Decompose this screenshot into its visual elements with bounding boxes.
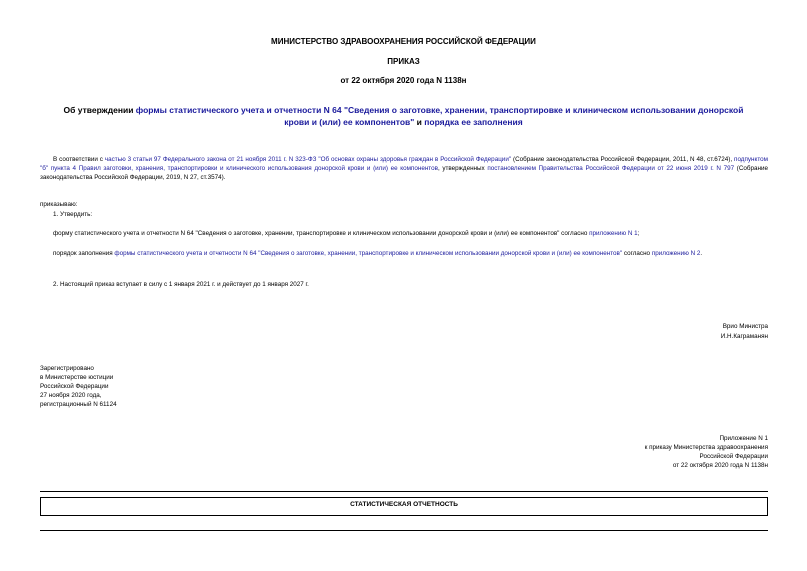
appendix-line: от 22 октября 2020 года N 1138н bbox=[672, 462, 768, 469]
rules-subparagraph-link[interactable]: подпунктом "б" пункта 4 Правил заготовки, хранения, транспортировки и клинического использования донорской крови и (или) ее компонентов bbox=[40, 156, 768, 172]
statistical-report-box bbox=[40, 497, 768, 516]
preamble-text-4: (Собрание законодательства Российской Федерации, 2019, N 27, ст.3574). bbox=[40, 165, 768, 181]
order-title bbox=[55, 104, 752, 128]
separator-line-bottom bbox=[40, 530, 768, 531]
registration-line: Российской Федерации bbox=[40, 383, 109, 390]
registration-line: 27 ноября 2020 года, bbox=[40, 392, 102, 399]
signatory-position: Врио Министра bbox=[722, 323, 768, 330]
preamble-text-1: В соответствии с bbox=[53, 156, 105, 163]
procedure-line-text-3: . bbox=[700, 250, 703, 257]
preamble-paragraph bbox=[40, 155, 768, 182]
item-1-approve: 1. Утвердить: bbox=[53, 211, 93, 218]
title-form-link[interactable]: формы статистического учета и отчетности N 64 "Сведения о заготовке, хранении, транспортировке и клиническом использовании донорской крови и (или) ее компонентов" bbox=[135, 105, 744, 127]
registration-block bbox=[40, 364, 117, 409]
registration-line: в Министерстве юстиции bbox=[40, 374, 114, 381]
preamble-text-3: , утвержденных bbox=[437, 165, 488, 172]
government-decree-link[interactable]: постановлением Правительства Российской Федерации от 22 июня 2019 г. N 797 bbox=[487, 165, 735, 172]
title-prefix: Об утверждении bbox=[63, 105, 136, 115]
signatory-name: И.Н.Каграманян bbox=[720, 333, 768, 340]
title-middle: и bbox=[414, 117, 425, 127]
preamble-text-2: (Собрание законодательства Российской Федерации, 2011, N 48, ст.6724), bbox=[511, 156, 735, 163]
form-line-text-2: ; bbox=[637, 230, 640, 237]
federal-law-link[interactable]: частью 3 статьи 97 Федерального закона от 21 ноября 2011 г. N 323-ФЗ "Об основах охраны здоровья граждан в Российской Федерации" bbox=[104, 156, 512, 163]
doc-type-heading: ПРИКАЗ bbox=[387, 57, 420, 66]
ministry-heading: МИНИСТЕРСТВО ЗДРАВООХРАНЕНИЯ РОССИЙСКОЙ ФЕДЕРАЦИИ bbox=[271, 37, 536, 46]
procedure-approval-line bbox=[40, 249, 768, 258]
procedure-line-text-2: согласно bbox=[622, 250, 652, 257]
registration-line: регистрационный N 61124 bbox=[40, 401, 117, 408]
separator-line bbox=[40, 491, 768, 492]
order-date-number: от 22 октября 2020 года N 1138н bbox=[340, 76, 467, 85]
appendix-1-link[interactable]: приложению N 1 bbox=[589, 230, 638, 237]
form-approval-line bbox=[40, 229, 768, 238]
form-line-text-1: форму статистического учета и отчетности N 64 "Сведения о заготовке, хранении, транспортировке и клиническом использовании донорской крови и (или) ее компонентов" согласно bbox=[53, 230, 590, 237]
appendix-line: Приложение N 1 bbox=[719, 435, 768, 442]
statistical-report-label: СТАТИСТИЧЕСКАЯ ОТЧЕТНОСТЬ bbox=[350, 501, 458, 508]
title-procedure-link[interactable]: порядка ее заполнения bbox=[424, 117, 523, 127]
appendix-header-block bbox=[468, 434, 768, 470]
order-word: приказываю: bbox=[40, 201, 78, 208]
appendix-line: к приказу Министерства здравоохранения bbox=[644, 444, 768, 451]
procedure-form-link[interactable]: формы статистического учета и отчетности N 64 "Сведения о заготовке, хранении, транспортировке и клиническом использовании донорской крови и (или) ее компонентов" bbox=[114, 250, 623, 257]
procedure-line-text-1: порядок заполнения bbox=[53, 250, 115, 257]
item-2-effective-dates: 2. Настоящий приказ вступает в силу с 1 января 2021 г. и действует до 1 января 2027 г. bbox=[53, 281, 309, 288]
registration-line: Зарегистрировано bbox=[40, 365, 94, 372]
appendix-line: Российской Федерации bbox=[699, 453, 768, 460]
appendix-2-link[interactable]: приложению N 2 bbox=[651, 250, 701, 257]
